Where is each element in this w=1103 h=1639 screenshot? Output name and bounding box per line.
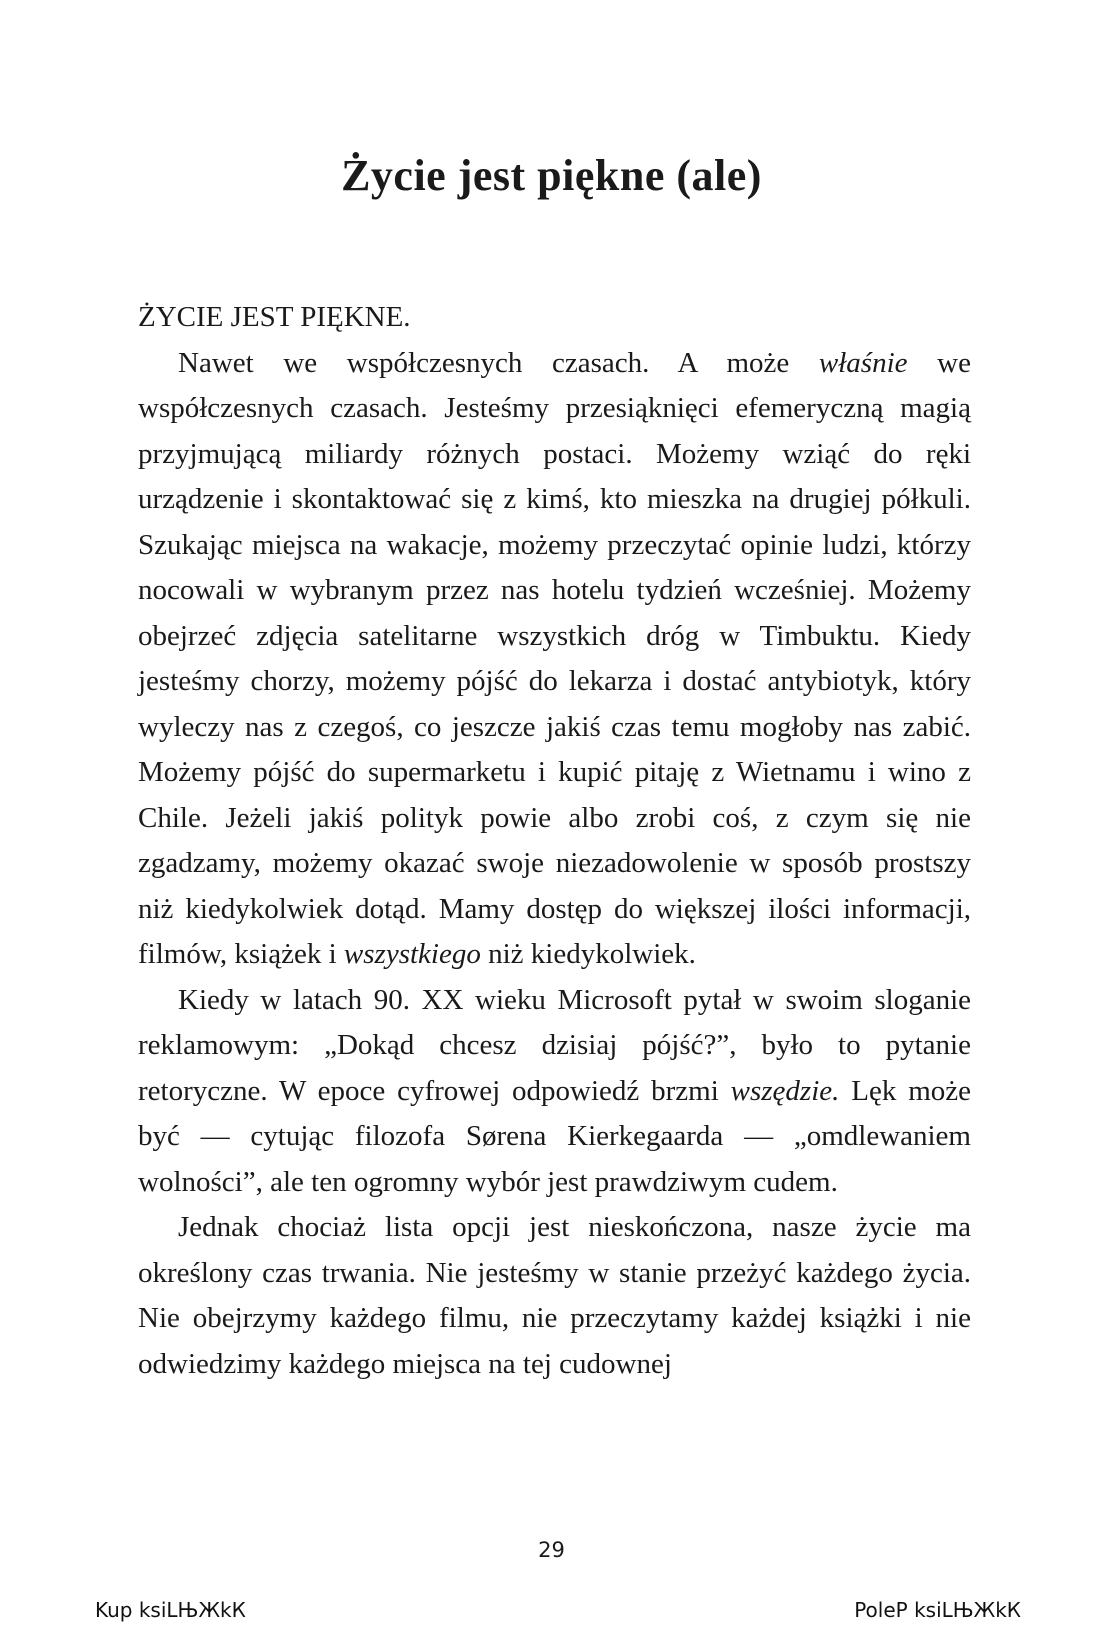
footer-buy-link[interactable]: Kup ksiLЊЖkК bbox=[95, 1598, 246, 1622]
text-run: Jednak chociaż lista opcji jest nieskończona, nasze życie ma określony czas trwania. Nie jesteśmy w stanie przeżyć każdego życia. Nie obejrzymy każdego filmu, nie przeczytamy każdej książki i nie odwiedzimy każdego miejsca na tej cudownej bbox=[138, 1211, 971, 1380]
text-run: Lęk może być — cytując filozofa Sørena Kierkegaarda — „omdlewaniem wolności”, ale ten ogromny wybór jest prawdziwym cudem. bbox=[138, 1074, 971, 1198]
paragraph bbox=[138, 1205, 971, 1387]
text-run: niż kiedykolwiek. bbox=[480, 938, 696, 970]
text-run: we współczesnych czasach. Jesteśmy przesiąknięci efemeryczną magią przyjmującą miliardy różnych postaci. Możemy wziąć do ręki urządzenie i skontaktować się z kimś, kto mieszka na drugiej półkuli. Szukając miejsca na wakacje, możemy przeczytać opinie ludzi, którzy nocowali w wybranym przez nas hotelu tydzień wcześniej. Możemy obejrzeć zdjęcia satelitarne wszystkich dróg w Timbuktu. Kiedy jesteśmy chorzy, możemy pójść do lekarza i dostać antybiotyk, który wyleczy nas z czegoś, co jeszcze jakiś czas temu mogłoby nas zabić. Możemy pójść do supermarketu i kupić pitaję z Wietnamu i wino z Chile. Jeżeli jakiś polityk powie albo zrobi coś, z czym się nie zgadzamy, możemy okazać swoje niezadowolenie w sposób prostszy niż kiedykolwiek dotąd. Mamy dostęp do większej ilości informacji, filmów, książek i bbox=[138, 346, 971, 970]
text-run: Nawet we współczesnych czasach. A może bbox=[178, 346, 819, 379]
chapter-title: Życie jest piękne (ale) bbox=[341, 151, 762, 200]
paragraph bbox=[138, 978, 971, 1206]
section-lead: ŻYCIE JEST PIĘKNE. bbox=[138, 301, 411, 333]
emphasized-text: właśnie bbox=[818, 346, 908, 379]
emphasized-text: wszędzie. bbox=[730, 1074, 840, 1107]
body-text bbox=[138, 295, 971, 1387]
paragraph bbox=[138, 341, 971, 978]
text-run: Kiedy w latach 90. XX wieku Microsoft pytał w swoim sloganie reklamowym: „Dokąd chcesz dzisiaj pójść?”, było to pytanie retoryczne. W epoce cyfrowej odpowiedź brzmi bbox=[138, 983, 971, 1107]
emphasized-text: wszystkiego bbox=[343, 938, 481, 970]
footer-recommend-link[interactable]: PoleР ksiLЊЖkК bbox=[854, 1598, 1021, 1622]
paragraph-list bbox=[138, 341, 971, 1388]
page-number: 29 bbox=[538, 1538, 565, 1562]
